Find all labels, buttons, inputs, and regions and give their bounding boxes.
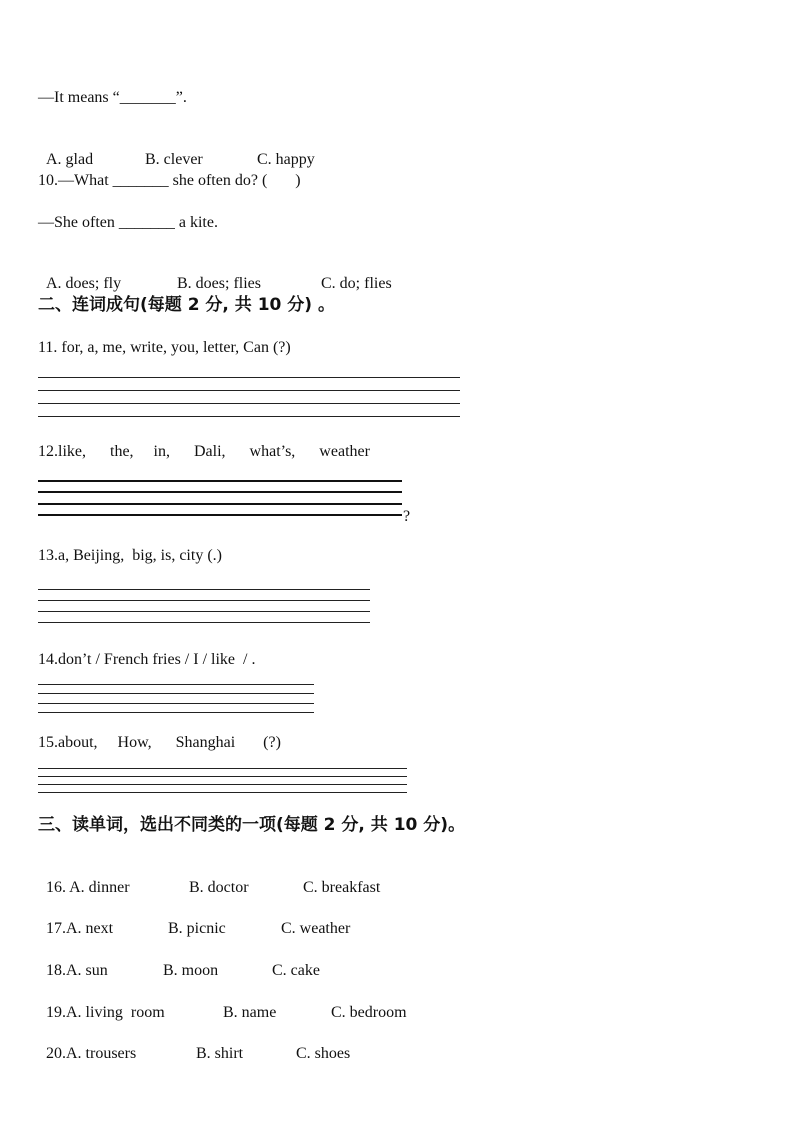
answer-rule xyxy=(38,416,460,417)
q18-option-c: C. cake xyxy=(272,962,320,979)
q13-answer-lines xyxy=(38,589,370,625)
q20-option-c: C. shoes xyxy=(296,1045,351,1062)
q9-options xyxy=(38,130,315,170)
q12-answer-lines xyxy=(38,480,404,520)
q16-option-a: 16. A. dinner xyxy=(46,879,130,896)
answer-rule xyxy=(38,491,402,493)
q20-options xyxy=(38,1024,350,1064)
answer-rule xyxy=(38,403,460,404)
q19-option-b: B. name xyxy=(223,1004,277,1021)
q10-options xyxy=(38,254,392,294)
q19-option-c: C. bedroom xyxy=(331,1004,407,1021)
answer-rule xyxy=(38,503,402,505)
section-3-title: 三、读单词，选出不同类的一项(每题 2 分, 共 10 分)。 xyxy=(38,815,466,835)
q9-option-a: A. glad xyxy=(46,151,94,168)
q9-answer-line: —It means “_______”. xyxy=(38,89,187,106)
q10-option-c: C. do; flies xyxy=(321,275,392,292)
answer-rule xyxy=(38,776,407,777)
q17-options xyxy=(38,899,350,939)
q13-prompt: 13.a, Beijing, big, is, city (.) xyxy=(38,547,222,564)
q9-option-b: B. clever xyxy=(145,151,203,168)
q12-prompt: 12.like, the, in, Dali, what’s, weather xyxy=(38,443,370,460)
answer-rule xyxy=(38,390,460,391)
q17-option-b: B. picnic xyxy=(168,920,226,937)
answer-rule xyxy=(38,611,370,612)
q10-option-b: B. does; flies xyxy=(177,275,261,292)
q10-option-a: A. does; fly xyxy=(46,275,122,292)
answer-rule xyxy=(38,703,314,704)
q10-question: 10.—What _______ she often do? ( ) xyxy=(38,172,301,189)
answer-rule xyxy=(38,712,314,713)
answer-rule xyxy=(38,684,314,685)
answer-rule xyxy=(38,589,370,590)
q18-option-a: 18.A. sun xyxy=(46,962,108,979)
q16-options xyxy=(38,858,380,898)
answer-rule xyxy=(38,377,460,378)
q15-prompt: 15.about, How, Shanghai (?) xyxy=(38,734,281,751)
answer-rule xyxy=(38,480,402,482)
answer-rule xyxy=(38,792,407,793)
answer-rule xyxy=(38,768,407,769)
q18-options xyxy=(38,941,320,981)
q16-option-b: B. doctor xyxy=(189,879,249,896)
answer-rule xyxy=(38,600,370,601)
q15-answer-lines xyxy=(38,768,408,796)
answer-rule xyxy=(38,693,314,694)
q20-option-b: B. shirt xyxy=(196,1045,244,1062)
q19-options xyxy=(38,983,407,1023)
q12-end-mark: ? xyxy=(403,508,411,525)
q11-prompt: 11. for, a, me, write, you, letter, Can (?) xyxy=(38,339,291,356)
q17-option-c: C. weather xyxy=(281,920,351,937)
q14-prompt: 14.don’t / French fries / I / like / . xyxy=(38,651,256,668)
q17-option-a: 17.A. next xyxy=(46,920,114,937)
q20-option-a: 20.A. trousers xyxy=(46,1045,137,1062)
answer-rule xyxy=(38,514,402,516)
q10-answer-line: —She often _______ a kite. xyxy=(38,214,218,231)
q9-option-c: C. happy xyxy=(257,151,315,168)
answer-rule xyxy=(38,784,407,785)
q14-answer-lines xyxy=(38,684,314,716)
section-2-title: 二、连词成句(每题 2 分, 共 10 分) 。 xyxy=(38,295,335,315)
q19-option-a: 19.A. living room xyxy=(46,1004,165,1021)
q18-option-b: B. moon xyxy=(163,962,219,979)
q16-option-c: C. breakfast xyxy=(303,879,381,896)
q11-answer-lines xyxy=(38,377,460,419)
answer-rule xyxy=(38,622,370,623)
